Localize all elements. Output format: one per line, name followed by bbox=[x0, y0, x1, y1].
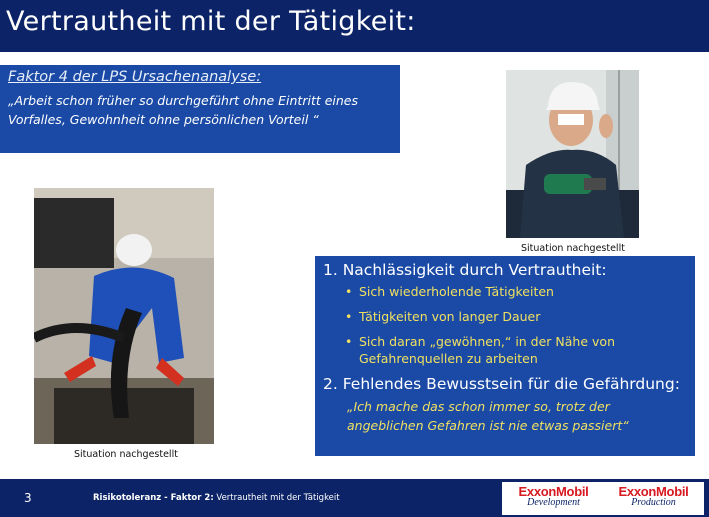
photo-caption-right: Situation nachgestellt bbox=[521, 243, 625, 254]
bullet-item: • Tätigkeiten von langer Dauer bbox=[345, 308, 687, 325]
list-item-1-label: 1. Nachlässigkeit durch Vertrautheit: bbox=[323, 261, 607, 279]
factor-heading: Faktor 4 der LPS Ursachenanalyse: bbox=[8, 69, 262, 85]
exxonmobil-development-logo bbox=[506, 484, 601, 508]
photo-worker-grinder bbox=[506, 70, 639, 238]
photo-worker-hose bbox=[34, 188, 214, 444]
footer-subtitle: Vertrautheit mit der Tätigkeit bbox=[216, 493, 340, 503]
list-box bbox=[315, 256, 695, 456]
footer-text bbox=[93, 493, 340, 503]
footer-bold-text: Risikotoleranz - Faktor 2: bbox=[93, 493, 214, 503]
logo-brand: ExxonMobil bbox=[518, 484, 589, 499]
photo-caption-left: Situation nachgestellt bbox=[74, 449, 178, 460]
logo-box bbox=[502, 482, 704, 515]
bullet-item: • Sich wiederholende Tätigkeiten bbox=[345, 283, 687, 300]
title-bar bbox=[0, 0, 709, 52]
logo-brand: ExxonMobil bbox=[618, 484, 689, 499]
factor-quote: „Arbeit schon früher so durchgeführt ohne Eintritt eines Vorfalles, Gewohnheit ohne persönlichen Vorteil “ bbox=[8, 93, 359, 127]
page-number: 3 bbox=[24, 491, 32, 505]
logo-sub: Production bbox=[631, 497, 676, 508]
logo-sub: Development bbox=[527, 497, 580, 508]
slide-title: Vertrautheit mit der Tätigkeit: bbox=[6, 6, 416, 37]
bullet-list bbox=[345, 283, 687, 367]
list-item-2-quote: „Ich mache das schon immer so, trotz der angeblichen Gefahren ist nie etwas passiert“ bbox=[347, 399, 629, 433]
factor-box bbox=[0, 65, 400, 153]
exxonmobil-production-logo bbox=[606, 484, 701, 508]
list-item-2-label: 2. Fehlendes Bewusstsein für die Gefährdung: bbox=[323, 375, 680, 393]
bullet-item: • Sich daran „gewöhnen,“ in der Nähe von Gefahrenquellen zu arbeiten bbox=[345, 333, 687, 367]
